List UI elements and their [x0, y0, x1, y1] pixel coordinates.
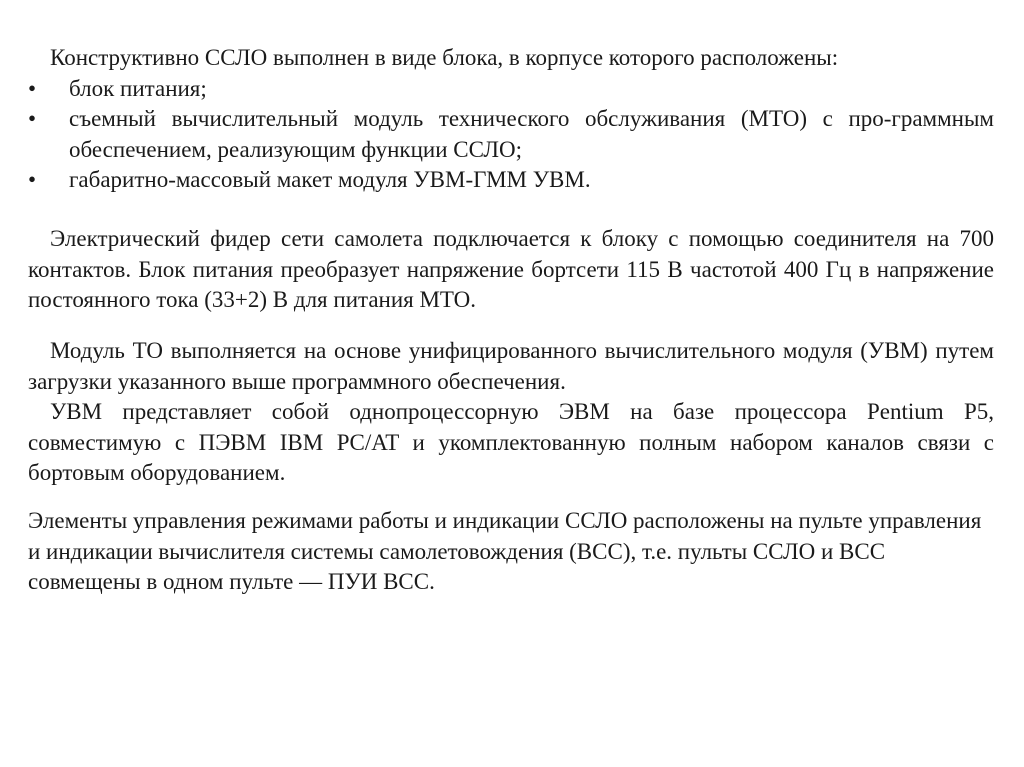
list-item-text: габаритно-массовый макет модуля УВМ-ГММ УВМ.	[69, 167, 591, 192]
module-section	[28, 336, 994, 489]
module-to-paragraph: Модуль ТО выполняется на основе унифицированного вычислительного модуля (УВМ) путем загрузки указанного выше программного обеспечения.	[28, 338, 994, 394]
control-paragraph: Элементы управления режимами работы и индикации ССЛО расположены на пульте управления и индикации вычислителя системы самолетовождения (ВСС), т.е. пульты ССЛО и ВСС совмещены в одном пульте — ПУИ ВСС.	[28, 508, 982, 594]
list-item	[28, 104, 994, 165]
list-item	[28, 165, 994, 196]
feeder-paragraph: Электрический фидер сети самолета подключается к блоку с помощью соединителя на 700 контактов. Блок питания преобразует напряжение бортсети 115 В частотой 400 Гц в напряжение постоянного тока (33+2) В для питания МТО.	[28, 226, 994, 312]
list-item	[28, 74, 994, 105]
bullet-icon: •	[28, 167, 37, 192]
composition-section	[28, 43, 994, 196]
list-item-text: блок питания;	[69, 75, 207, 101]
list-item-text: съемный вычислительный модуль технического обслуживания (МТО) с про-граммным обеспечением, реализующим функции ССЛО;	[69, 106, 994, 162]
bullet-icon: •	[28, 106, 37, 131]
bullet-icon: •	[28, 75, 37, 101]
uvm-paragraph: УВМ представляет собой однопроцессорную ЭВМ на базе процессора Pentium P5, совместимую с ПЭВМ IBM PC/AT и укомплектованную полным набором каналов связи с бортовым оборудованием.	[28, 399, 994, 485]
intro-paragraph: Конструктивно ССЛО выполнен в виде блока, в корпусе которого расположены:	[50, 45, 839, 70]
